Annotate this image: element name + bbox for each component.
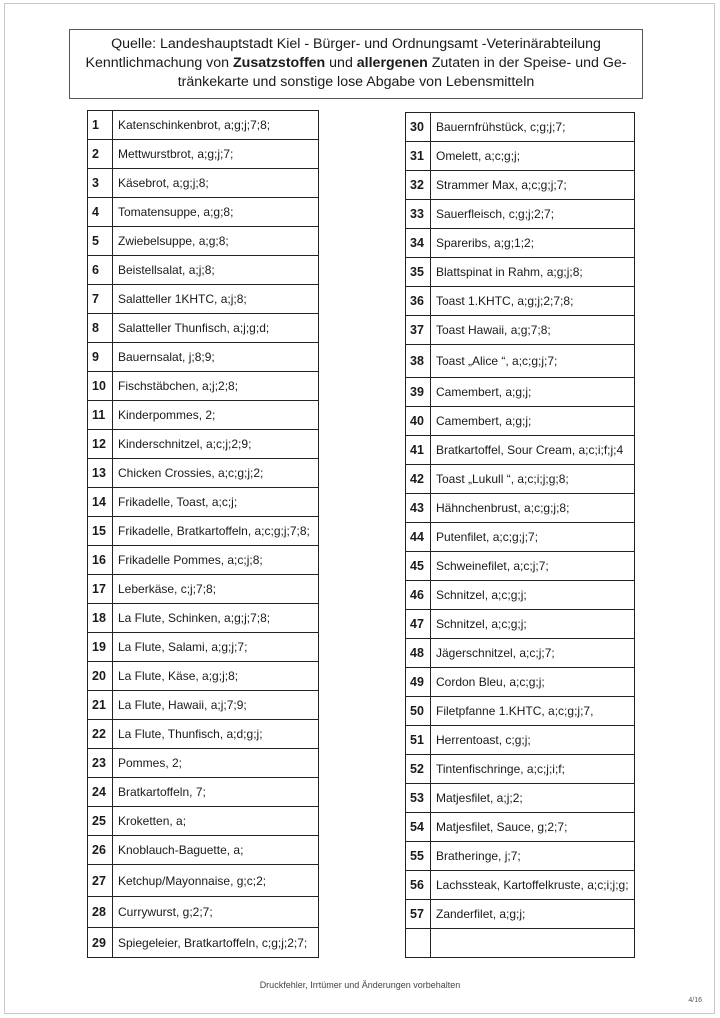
table-row — [406, 813, 635, 842]
item-description: Toast Hawaii, a;g;7;8; — [431, 316, 635, 345]
item-description: Mettwurstbrot, a;g;j;7; — [113, 140, 319, 169]
table-row — [88, 546, 319, 575]
table-row — [88, 807, 319, 836]
table-row — [406, 552, 635, 581]
item-description: Bratheringe, j;7; — [431, 842, 635, 871]
item-number: 4 — [88, 198, 113, 227]
table-row — [406, 142, 635, 171]
header-line-1: Quelle: Landeshauptstadt Kiel - Bürger- und Ordnungsamt -Veterinärabteilung — [111, 36, 601, 52]
table-row — [88, 836, 319, 865]
item-number: 33 — [406, 200, 431, 229]
item-description: Camembert, a;g;j; — [431, 407, 635, 436]
item-description: Salatteller 1KHTC, a;j;8; — [113, 285, 319, 314]
item-description: La Flute, Thunfisch, a;d;g;j; — [113, 720, 319, 749]
item-number: 53 — [406, 784, 431, 813]
item-number: 29 — [88, 928, 113, 958]
table-row — [406, 929, 635, 958]
table-row — [406, 697, 635, 726]
item-number: 51 — [406, 726, 431, 755]
item-description: Blattspinat in Rahm, a;g;j;8; — [431, 258, 635, 287]
item-number: 54 — [406, 813, 431, 842]
item-number: 30 — [406, 113, 431, 142]
table-row — [88, 227, 319, 256]
item-number: 5 — [88, 227, 113, 256]
table-row — [406, 668, 635, 697]
item-description: Schweinefilet, a;c;j;7; — [431, 552, 635, 581]
item-number: 55 — [406, 842, 431, 871]
item-description: Tomatensuppe, a;g;8; — [113, 198, 319, 227]
item-number: 17 — [88, 575, 113, 604]
item-description: Katenschinkenbrot, a;g;j;7;8; — [113, 111, 319, 140]
item-description: Pommes, 2; — [113, 749, 319, 778]
disclaimer-footer: Druckfehler, Irrtümer und Änderungen vorbehalten — [259, 980, 461, 990]
item-number: 15 — [88, 517, 113, 546]
item-description: Käsebrot, a;g;j;8; — [113, 169, 319, 198]
item-description — [431, 929, 635, 958]
item-number: 2 — [88, 140, 113, 169]
table-row — [406, 755, 635, 784]
table-row — [88, 488, 319, 517]
item-description: Hähnchenbrust, a;c;g;j;8; — [431, 494, 635, 523]
item-description: Lachssteak, Kartoffelkruste, a;c;i;j;g; — [431, 871, 635, 900]
item-description: Zanderfilet, a;g;j; — [431, 900, 635, 929]
table-row — [88, 285, 319, 314]
item-description: Putenfilet, a;c;g;j;7; — [431, 523, 635, 552]
item-number: 38 — [406, 345, 431, 378]
table-row — [406, 258, 635, 287]
item-number: 41 — [406, 436, 431, 465]
table-row — [406, 494, 635, 523]
item-number: 7 — [88, 285, 113, 314]
item-description: Bratkartoffel, Sour Cream, a;c;i;f;j;4 — [431, 436, 635, 465]
item-number: 6 — [88, 256, 113, 285]
item-description: Filetpfanne 1.KHTC, a;c;g;j;7, — [431, 697, 635, 726]
table-row — [406, 345, 635, 378]
item-description: La Flute, Hawaii, a;j;7;9; — [113, 691, 319, 720]
item-description: Bauernfrühstück, c;g;j;7; — [431, 113, 635, 142]
item-description: Toast 1.KHTC, a;g;j;2;7;8; — [431, 287, 635, 316]
item-number: 45 — [406, 552, 431, 581]
item-description: Matjesfilet, Sauce, g;2;7; — [431, 813, 635, 842]
item-description: Herrentoast, c;g;j; — [431, 726, 635, 755]
table-row — [406, 581, 635, 610]
table-row — [406, 871, 635, 900]
item-description: Matjesfilet, a;j;2; — [431, 784, 635, 813]
table-row — [406, 639, 635, 668]
item-number: 35 — [406, 258, 431, 287]
item-number: 44 — [406, 523, 431, 552]
item-number: 20 — [88, 662, 113, 691]
item-number: 8 — [88, 314, 113, 343]
item-description: Sauerfleisch, c;g;j;2;7; — [431, 200, 635, 229]
item-number: 50 — [406, 697, 431, 726]
header-line-2-mid: und — [325, 55, 357, 71]
table-row — [406, 842, 635, 871]
item-description: Spiegeleier, Bratkartoffeln, c;g;j;2;7; — [113, 928, 319, 958]
item-number: 57 — [406, 900, 431, 929]
item-number: 27 — [88, 865, 113, 897]
table-row — [88, 749, 319, 778]
item-description: Omelett, a;c;g;j; — [431, 142, 635, 171]
item-number: 22 — [88, 720, 113, 749]
table-row — [406, 287, 635, 316]
item-description: Bauernsalat, j;8;9; — [113, 343, 319, 372]
table-row — [88, 314, 319, 343]
item-description: Kinderschnitzel, a;c;j;2;9; — [113, 430, 319, 459]
item-description: Kroketten, a; — [113, 807, 319, 836]
item-description: Chicken Crossies, a;c;g;j;2; — [113, 459, 319, 488]
header-line-2-post: Zutaten in der Speise- und Ge- — [427, 55, 627, 71]
item-description: Salatteller Thunfisch, a;j;g;d; — [113, 314, 319, 343]
table-row — [88, 662, 319, 691]
item-description: La Flute, Salami, a;g;j;7; — [113, 633, 319, 662]
table-row — [88, 256, 319, 285]
table-row — [406, 316, 635, 345]
item-description: Frikadelle, Toast, a;c;j; — [113, 488, 319, 517]
item-number: 13 — [88, 459, 113, 488]
item-description: Toast „Alice “, a;c;g;j;7; — [431, 345, 635, 378]
item-number: 32 — [406, 171, 431, 200]
item-number: 49 — [406, 668, 431, 697]
table-row — [406, 465, 635, 494]
table-row — [88, 169, 319, 198]
item-description: Jägerschnitzel, a;c;j;7; — [431, 639, 635, 668]
table-row — [88, 604, 319, 633]
item-description: Schnitzel, a;c;g;j; — [431, 610, 635, 639]
item-number: 23 — [88, 749, 113, 778]
item-number: 16 — [88, 546, 113, 575]
header-bold-additives: Zusatzstoffen — [233, 55, 326, 71]
table-row — [88, 401, 319, 430]
table-row — [88, 865, 319, 897]
header-line-2 — [70, 54, 642, 73]
table-row — [406, 229, 635, 258]
item-number: 31 — [406, 142, 431, 171]
table-row — [406, 726, 635, 755]
item-number: 25 — [88, 807, 113, 836]
item-number: 24 — [88, 778, 113, 807]
table-row — [406, 784, 635, 813]
item-description: Currywurst, g;2;7; — [113, 897, 319, 928]
item-number: 47 — [406, 610, 431, 639]
item-description: Cordon Bleu, a;c;g;j; — [431, 668, 635, 697]
item-number: 28 — [88, 897, 113, 928]
item-description: Zwiebelsuppe, a;g;8; — [113, 227, 319, 256]
item-number: 12 — [88, 430, 113, 459]
item-number: 48 — [406, 639, 431, 668]
item-description: La Flute, Schinken, a;g;j;7;8; — [113, 604, 319, 633]
item-number: 52 — [406, 755, 431, 784]
table-row — [88, 720, 319, 749]
table-row — [88, 928, 319, 958]
item-number: 40 — [406, 407, 431, 436]
item-description: Toast „Lukull “, a;c;i;j;g;8; — [431, 465, 635, 494]
item-number: 11 — [88, 401, 113, 430]
menu-table-left — [87, 110, 319, 958]
source-header — [69, 29, 643, 99]
table-row — [88, 633, 319, 662]
table-row — [406, 200, 635, 229]
item-number: 46 — [406, 581, 431, 610]
header-bold-allergens: allergenen — [356, 55, 428, 71]
item-number: 9 — [88, 343, 113, 372]
table-row — [88, 343, 319, 372]
item-number: 36 — [406, 287, 431, 316]
table-row — [88, 140, 319, 169]
table-row — [406, 113, 635, 142]
item-number: 14 — [88, 488, 113, 517]
table-row — [406, 407, 635, 436]
table-row — [88, 897, 319, 928]
item-description: Tintenfischringe, a;c;j;i;f; — [431, 755, 635, 784]
item-description: Frikadelle, Bratkartoffeln, a;c;g;j;7;8; — [113, 517, 319, 546]
item-number: 37 — [406, 316, 431, 345]
item-description: Strammer Max, a;c;g;j;7; — [431, 171, 635, 200]
table-row — [88, 691, 319, 720]
item-description: Kinderpommes, 2; — [113, 401, 319, 430]
table-row — [88, 459, 319, 488]
table-row — [88, 517, 319, 546]
table-row — [406, 523, 635, 552]
item-number: 26 — [88, 836, 113, 865]
item-number: 34 — [406, 229, 431, 258]
item-number: 56 — [406, 871, 431, 900]
table-row — [88, 430, 319, 459]
table-row — [88, 575, 319, 604]
header-line-2-pre: Kenntlichmachung von — [85, 55, 233, 71]
item-description: Fischstäbchen, a;j;2;8; — [113, 372, 319, 401]
item-number: 43 — [406, 494, 431, 523]
item-number: 10 — [88, 372, 113, 401]
table-row — [406, 171, 635, 200]
item-description: La Flute, Käse, a;g;j;8; — [113, 662, 319, 691]
item-number: 21 — [88, 691, 113, 720]
table-row — [406, 900, 635, 929]
item-number: 18 — [88, 604, 113, 633]
item-description: Spareribs, a;g;1;2; — [431, 229, 635, 258]
item-description: Schnitzel, a;c;g;j; — [431, 581, 635, 610]
header-line-3: tränkekarte und sonstige lose Abgabe von Lebensmitteln — [177, 74, 535, 90]
item-description: Leberkäse, c;j;7;8; — [113, 575, 319, 604]
item-number: 1 — [88, 111, 113, 140]
item-description: Knoblauch-Baguette, a; — [113, 836, 319, 865]
table-row — [406, 610, 635, 639]
table-row — [406, 436, 635, 465]
table-row — [88, 198, 319, 227]
item-description: Frikadelle Pommes, a;c;j;8; — [113, 546, 319, 575]
menu-table-right — [405, 112, 635, 958]
table-row — [88, 778, 319, 807]
item-number — [406, 929, 431, 958]
item-description: Beistellsalat, a;j;8; — [113, 256, 319, 285]
table-row — [88, 111, 319, 140]
item-description: Ketchup/Mayonnaise, g;c;2; — [113, 865, 319, 897]
table-row — [406, 378, 635, 407]
item-number: 39 — [406, 378, 431, 407]
item-description: Bratkartoffeln, 7; — [113, 778, 319, 807]
item-number: 19 — [88, 633, 113, 662]
item-number: 42 — [406, 465, 431, 494]
page-number: 4/16 — [688, 997, 702, 1004]
table-row — [88, 372, 319, 401]
item-number: 3 — [88, 169, 113, 198]
item-description: Camembert, a;g;j; — [431, 378, 635, 407]
